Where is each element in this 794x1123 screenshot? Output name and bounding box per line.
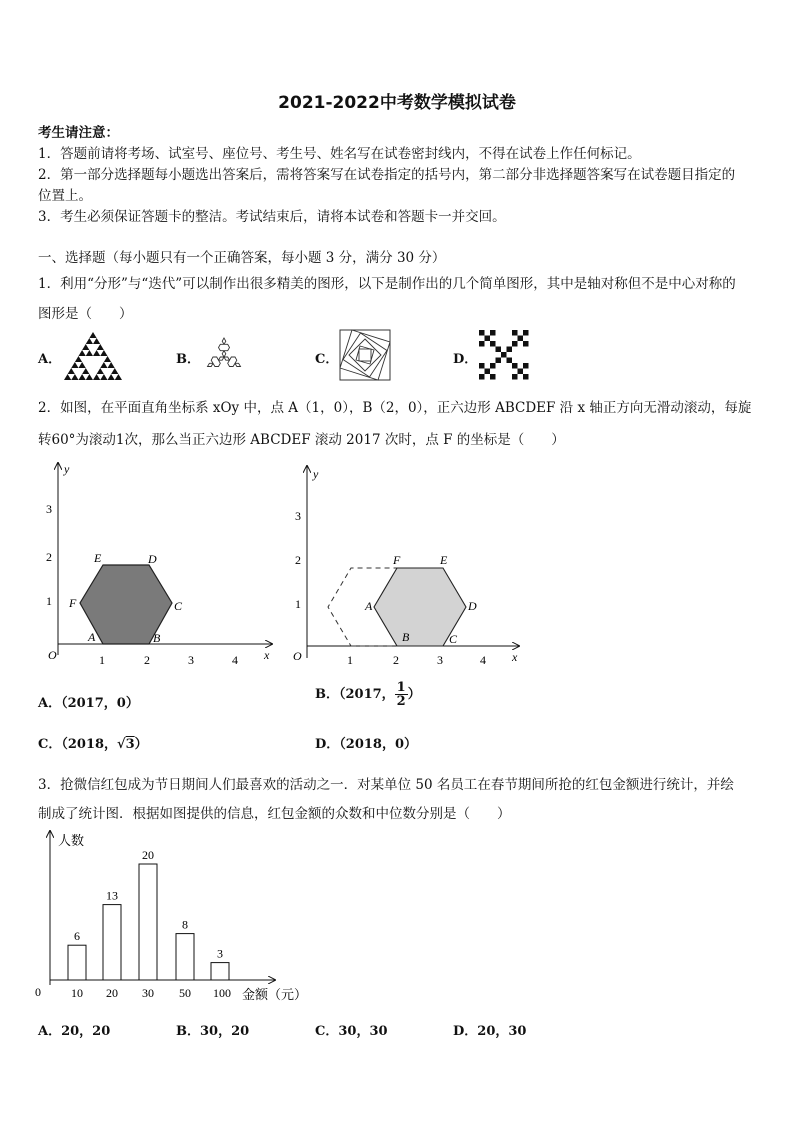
q1-text: 1．利用“分形”与“迭代”可以制作出很多精美的图形，以下是制作出的几个简单图形，其中是轴对称但不是中心对称的 [38, 276, 736, 292]
x-tick: 1 [99, 653, 105, 667]
bar-value-label: 20 [142, 848, 154, 862]
notice-item-2: 2．第一部分选择题每小题选出答案后，需将答案写在试卷指定的括号内，第二部分非选择题答案写在试卷题目指定的 [38, 167, 736, 183]
x-axis-label: x [512, 650, 518, 664]
koch-snowflake-figure [198, 330, 250, 382]
y-tick: 1 [295, 597, 301, 611]
bar-value-label: 3 [217, 946, 223, 961]
checker-fractal-figure [479, 330, 529, 380]
q3-option-c: C．30，30 [315, 1024, 388, 1039]
origin-label: 0 [35, 985, 41, 999]
point-c: C [449, 632, 458, 646]
q2-text: 2．如图，在平面直角坐标系 xOy 中，点 A（1，0），B（2，0），正六边形 ABCDEF 沿 x 轴正方向无滑动滚动，每旋 [38, 400, 752, 416]
q3-option-b: B．30，20 [176, 1024, 250, 1039]
x-tick: 3 [437, 653, 443, 667]
y-tick: 3 [295, 509, 301, 523]
point-f: F [69, 596, 77, 610]
sqrt-symbol: √ [117, 737, 126, 752]
q2-option-d: D．（2018，0） [315, 737, 418, 752]
y-axis-title: 人数 [58, 833, 85, 848]
exam-title: 2021-2022中考数学模拟试卷 [278, 93, 516, 113]
x-tick: 3 [188, 653, 194, 667]
q1-option-b-label: B． [176, 352, 200, 367]
x-tick: 2 [144, 653, 150, 667]
q1-option-d-label: D． [453, 352, 478, 367]
q2-option-c: C．（2018，√3） [38, 737, 148, 752]
q2-text-cont: 转60°为滚动1次，那么当正六边形 ABCDEF 滚动 2017 次时，点 F 的坐标是（ ） [38, 432, 565, 448]
q1-text-cont: 图形是（ ） [38, 306, 133, 322]
category-tick-label: 30 [142, 986, 154, 1000]
point-b: B [402, 630, 410, 644]
bar [139, 864, 157, 980]
bar-value-label: 13 [106, 888, 118, 903]
notice-item-2-cont: 位置上。 [38, 188, 92, 204]
y-tick: 2 [46, 550, 52, 564]
q2-option-b: B．（2017， $\frac{1}{2}$ ） [315, 680, 421, 709]
point-b: B [153, 631, 161, 645]
bar [176, 934, 194, 980]
hexagon-graph-left [30, 455, 285, 675]
section-heading: 一、选择题（每小题只有一个正确答案，每小题 3 分，满分 30 分） [38, 250, 446, 266]
origin-label: O [48, 648, 57, 662]
bar [211, 963, 229, 980]
y-tick: 2 [295, 553, 301, 567]
bar-value-label: 6 [74, 929, 80, 944]
point-e: E [94, 551, 102, 565]
category-tick-label: 20 [106, 986, 118, 1000]
bar [103, 905, 121, 980]
x-axis-label: x [264, 648, 270, 662]
bar [68, 945, 86, 980]
point-a: A [365, 599, 373, 613]
x-tick: 4 [480, 653, 486, 667]
notice-item-1: 1．答题前请将考场、试室号、座位号、考生号、姓名写在试卷密封线内，不得在试卷上作任何标记。 [38, 146, 641, 162]
q2-option-a: A．（2017，0） [38, 696, 139, 711]
point-f: F [393, 553, 401, 567]
point-d: D [468, 599, 477, 613]
y-axis-label: y [313, 467, 319, 481]
q3-option-d: D．20，30 [453, 1024, 527, 1039]
origin-label: O [293, 649, 302, 663]
sierpinski-triangle-figure [62, 330, 124, 382]
x-tick: 2 [393, 653, 399, 667]
q3-option-a: A．20，20 [38, 1024, 111, 1039]
nested-squares-figure [338, 328, 392, 382]
q1-option-c-label: C． [315, 352, 339, 367]
point-c: C [174, 599, 183, 613]
y-tick: 3 [46, 502, 52, 516]
point-d: D [148, 552, 157, 566]
q3-text-cont: 制成了统计图．根据如图提供的信息，红包金额的众数和中位数分别是（ ） [38, 806, 511, 822]
fraction: $\frac{1}{2}$ [396, 680, 406, 709]
category-tick-label: 50 [179, 986, 191, 1000]
red-envelope-bar-chart [30, 825, 330, 1010]
x-tick: 4 [232, 653, 238, 667]
bar-value-label: 8 [182, 917, 188, 932]
y-tick: 1 [46, 594, 52, 608]
notice-heading: 考生请注意： [38, 125, 119, 141]
x-tick: 1 [347, 653, 353, 667]
point-a: A [88, 630, 96, 644]
category-tick-label: 10 [71, 986, 83, 1000]
q3-text: 3．抢微信红包成为节日期间人们最喜欢的活动之一．对某单位 50 名员工在春节期间所抢的红包金额进行统计，并绘 [38, 777, 734, 793]
hexagon-graph-right [285, 460, 530, 675]
y-axis-label: y [64, 462, 70, 476]
q1-option-a-label: A． [38, 352, 62, 367]
category-tick-label: 100 [213, 986, 231, 1000]
x-axis-title: 金额（元） [242, 987, 308, 1002]
point-e: E [440, 553, 448, 567]
notice-item-3: 3．考生必须保证答题卡的整洁。考试结束后，请将本试卷和答题卡一并交回。 [38, 209, 506, 225]
